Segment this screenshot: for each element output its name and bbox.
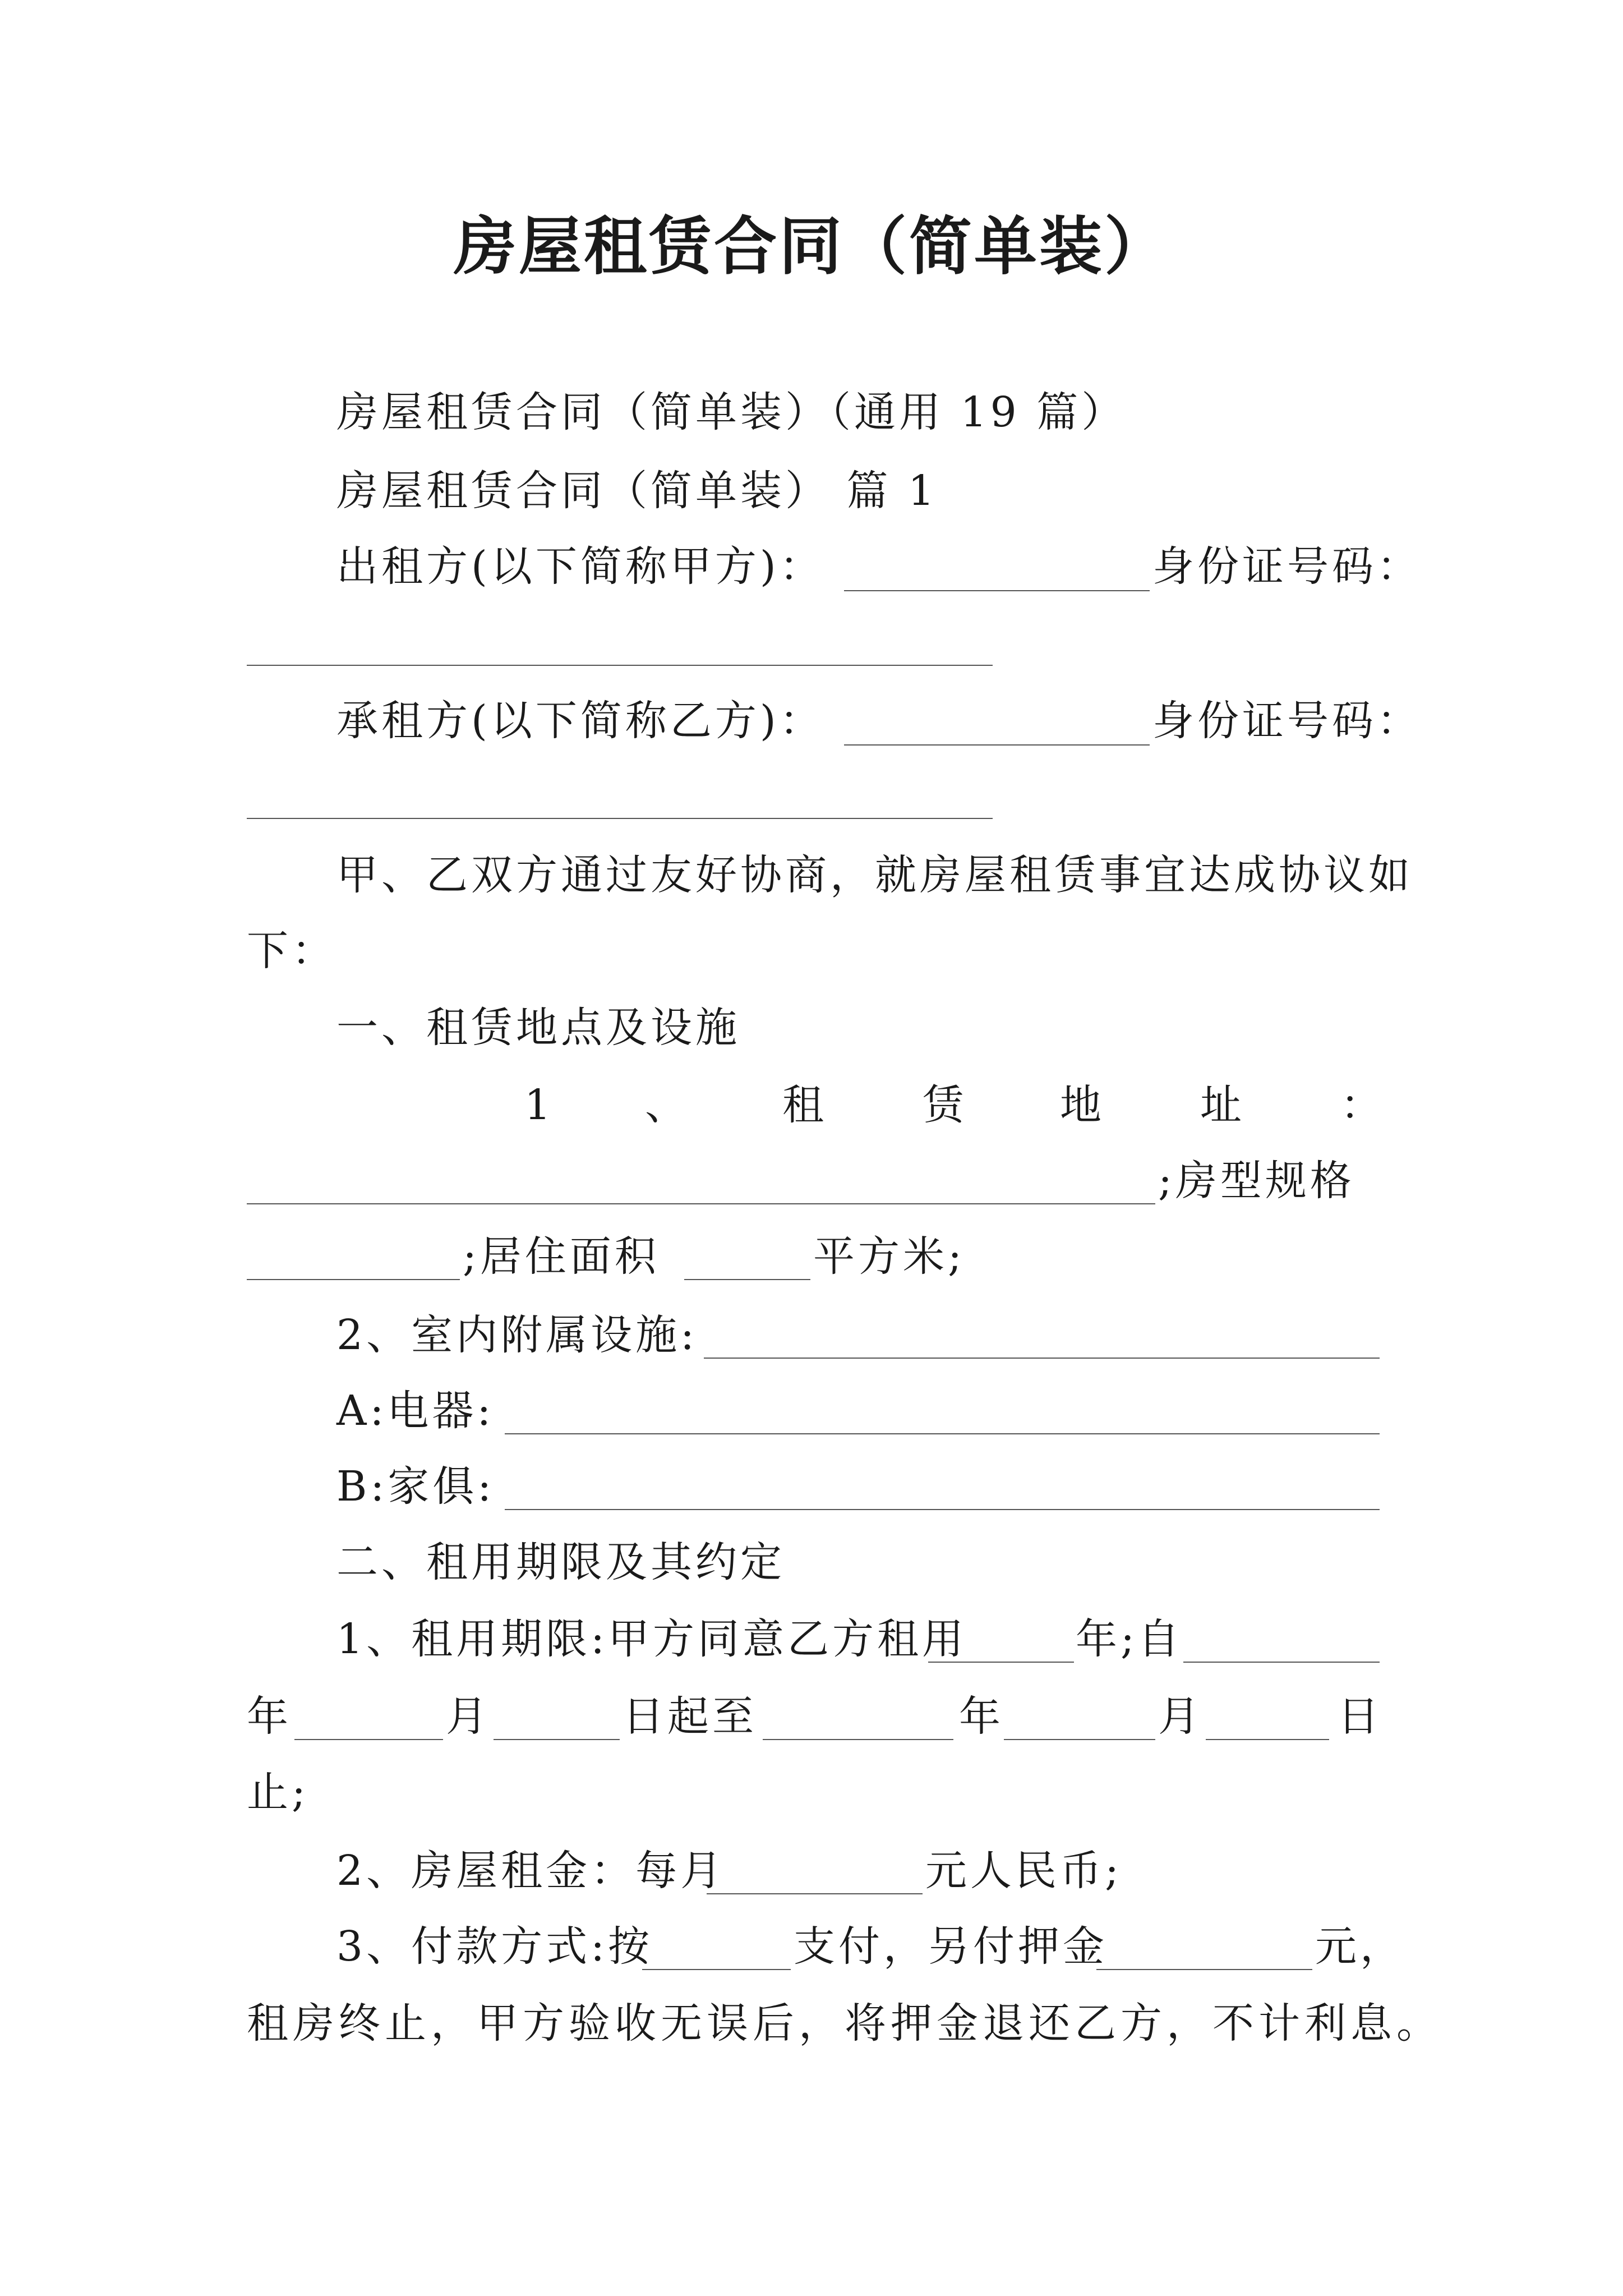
address-label [0, 1077, 1623, 1133]
address-blank[interactable] [247, 1203, 1155, 1204]
section-1-heading: 一、租赁地点及设施 [336, 1004, 740, 1052]
appliances-blank[interactable] [505, 1433, 1380, 1434]
end-month-unit: 月 [1158, 1692, 1203, 1741]
start-month-unit: 月 [446, 1692, 491, 1741]
room-type-blank[interactable] [247, 1279, 460, 1280]
deposit-unit: 元， [1315, 1922, 1405, 1971]
term-label: 1、租用期限:甲方同意乙方租用 [336, 1615, 967, 1663]
start-day-unit: 日起至 [623, 1692, 757, 1741]
address-label-number: 1 [524, 1081, 555, 1129]
furniture-label: B:家俱: [336, 1462, 495, 1511]
payment-label: 3、付款方式:按 [336, 1922, 653, 1971]
start-day-blank[interactable] [494, 1739, 620, 1740]
address-label-char-2: 赁 [923, 1081, 967, 1129]
start-year-unit: 年 [247, 1692, 292, 1741]
lessor-label: 出租方(以下简称甲方)： [336, 542, 824, 591]
lessor-id-blank[interactable] [247, 665, 993, 666]
agreement-text: 甲、乙双方通过友好协商，就房屋租赁事宜达成协议如 [336, 851, 1413, 899]
end-month-blank[interactable] [1004, 1739, 1155, 1740]
agreement-text-cont: 下： [247, 927, 336, 975]
appliances-label: A:电器: [336, 1387, 495, 1435]
deposit-return-text: 租房终止，甲方验收无误后，将押金退还乙方，不计利息。 [247, 1999, 1442, 2047]
lessee-label: 承租方(以下简称乙方)： [336, 697, 824, 745]
address-label-char-4: 址 [1200, 1081, 1245, 1129]
end-year-unit: 年 [959, 1692, 1004, 1741]
rent-label: 2、房屋租金：每月 [336, 1847, 726, 1895]
document-title: 房屋租赁合同（简单装） [454, 210, 1169, 283]
lessee-id-label: 身份证号码： [1152, 697, 1422, 745]
term-years-blank[interactable] [928, 1662, 1074, 1663]
facilities-label: 2、室内附属设施: [336, 1311, 698, 1359]
address-label-char-3: 地 [1060, 1081, 1105, 1129]
end-year-blank[interactable] [763, 1739, 953, 1740]
end-day-unit: 日 [1338, 1692, 1382, 1741]
subtitle-part: 房屋租赁合同（简单装） 篇 1 [336, 467, 938, 515]
room-type-label: ;房型规格 [1158, 1157, 1355, 1205]
address-label-comma: 、 [645, 1081, 690, 1129]
rent-blank[interactable] [707, 1893, 923, 1894]
address-label-char-1: 租 [782, 1081, 827, 1129]
lessor-id-label: 身份证号码： [1152, 542, 1422, 591]
rent-unit: 元人民币; [925, 1847, 1122, 1895]
living-area-label: ;居住面积 [463, 1232, 660, 1281]
lessor-name-blank[interactable] [844, 590, 1150, 591]
start-month-blank[interactable] [294, 1739, 443, 1740]
address-label-colon: ： [1340, 1081, 1385, 1129]
section-2-heading: 二、租用期限及其约定 [336, 1538, 785, 1586]
facilities-blank[interactable] [704, 1358, 1380, 1359]
payment-method-blank[interactable] [642, 1969, 791, 1970]
furniture-blank[interactable] [505, 1509, 1380, 1510]
term-end: 止; [247, 1768, 309, 1816]
lessee-name-blank[interactable] [844, 744, 1150, 746]
end-day-blank[interactable] [1206, 1739, 1329, 1740]
living-area-blank[interactable] [684, 1279, 810, 1280]
living-area-unit: 平方米; [813, 1232, 965, 1281]
start-year-blank[interactable] [1183, 1662, 1380, 1663]
lessee-id-blank[interactable] [247, 818, 993, 819]
term-year-from: 年;自 [1076, 1615, 1183, 1663]
subtitle-collection: 房屋租赁合同（简单装）（通用 19 篇） [336, 388, 1127, 436]
deposit-blank[interactable] [1096, 1969, 1312, 1970]
deposit-label: 支付，另付押金 [794, 1922, 1108, 1971]
